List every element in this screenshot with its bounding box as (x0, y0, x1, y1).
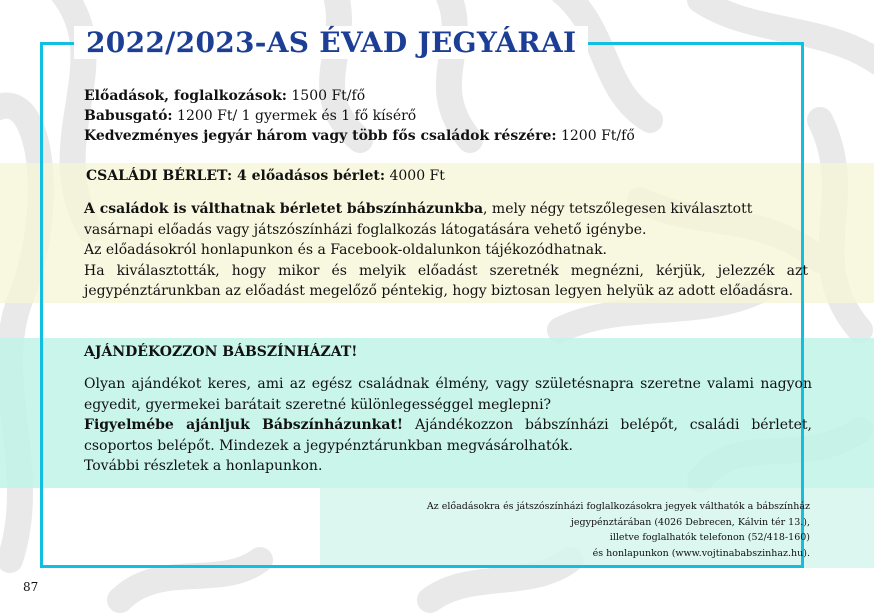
family-bold-lead: A családok is válthatnak bérletet bábszínházunkba (84, 201, 484, 217)
price-label: Babusgató: (84, 108, 173, 124)
price-list (84, 86, 635, 146)
price-value: 1200 Ft/ 1 gyermek és 1 fő kísérő (172, 108, 417, 124)
contact-line: Az előadásokra és játszószínházi foglalkozásokra jegyek válthatók a bábszínház (426, 501, 810, 512)
price-value: 1500 Ft/fő (286, 88, 366, 104)
page-number: 87 (23, 580, 39, 594)
gift-line-1: Olyan ajándékot keres, ami az egész családnak élmény, vagy születésnapra szeretne valami nagyon (84, 376, 812, 392)
gift-bold-lead: Figyelmébe ajánljuk Bábszínházunkat! (84, 417, 404, 433)
gift-line-4: csoportos belépőt. Mindezek a jegypénztárunkban megvásárolhatók. (84, 437, 573, 454)
price-value: 1200 Ft/fő (556, 128, 635, 144)
gift-description (84, 374, 812, 477)
gift-line-3-rest: Ajándékozzon bábszínházi belépőt, családi bérletet, (403, 417, 813, 433)
family-line-4: Ha kiválasztották, hogy mikor és melyik előadást szeretnék megnézni, kérjük, jelezzék azt (84, 262, 808, 279)
family-pass-label: CSALÁDI BÉRLET: 4 előadásos bérlet: (86, 168, 386, 184)
gift-line-2: egyedit, gyermekei barátait szeretné különlegességgel meglepni? (84, 396, 552, 413)
family-line-5: jegypénztárunkban az előadást megelőző péntekig, hogy biztosan legyen helyük az adott előadásra. (84, 283, 794, 299)
page-title: 2022/2023-AS ÉVAD JEGYÁRAI (86, 26, 577, 59)
family-pass-description (84, 199, 808, 302)
family-line-3: Az előadásokról honlapunkon és a Facebook-oldalunkon tájékozódhatnak. (84, 242, 607, 258)
family-pass-line (86, 168, 445, 184)
family-line-2: vasárnapi előadás vagy játszószínházi foglalkozás látogatására vehető igénybe. (84, 221, 647, 238)
price-row-family-discount (84, 126, 635, 146)
price-row-performances (84, 86, 635, 106)
contact-line: és honlapunkon (www.vojtinababszinhaz.hu). (592, 547, 810, 559)
gift-section-title: AJÁNDÉKOZZON BÁBSZÍNHÁZAT! (84, 344, 358, 360)
price-row-babusgato (84, 106, 635, 126)
gift-line-5: További részletek a honlapunkon. (84, 458, 323, 474)
family-pass-price: 4000 Ft (385, 168, 445, 184)
ticket-contact-info (427, 499, 810, 561)
title-wrap (74, 26, 588, 59)
contact-line: jegypénztárában (4026 Debrecen, Kálvin tér 13.), (570, 516, 810, 528)
gift-line-3 (84, 415, 812, 436)
contact-line: illetve foglalhatók telefonon (52/418-160) (609, 532, 810, 543)
family-line-1 (84, 199, 808, 220)
price-label: Kedvezményes jegyár három vagy több fős családok részére: (84, 128, 557, 144)
family-line-1-rest: , mely négy tetszőlegesen kiválasztott (483, 201, 753, 217)
price-label: Előadások, foglalkozások: (84, 88, 287, 104)
